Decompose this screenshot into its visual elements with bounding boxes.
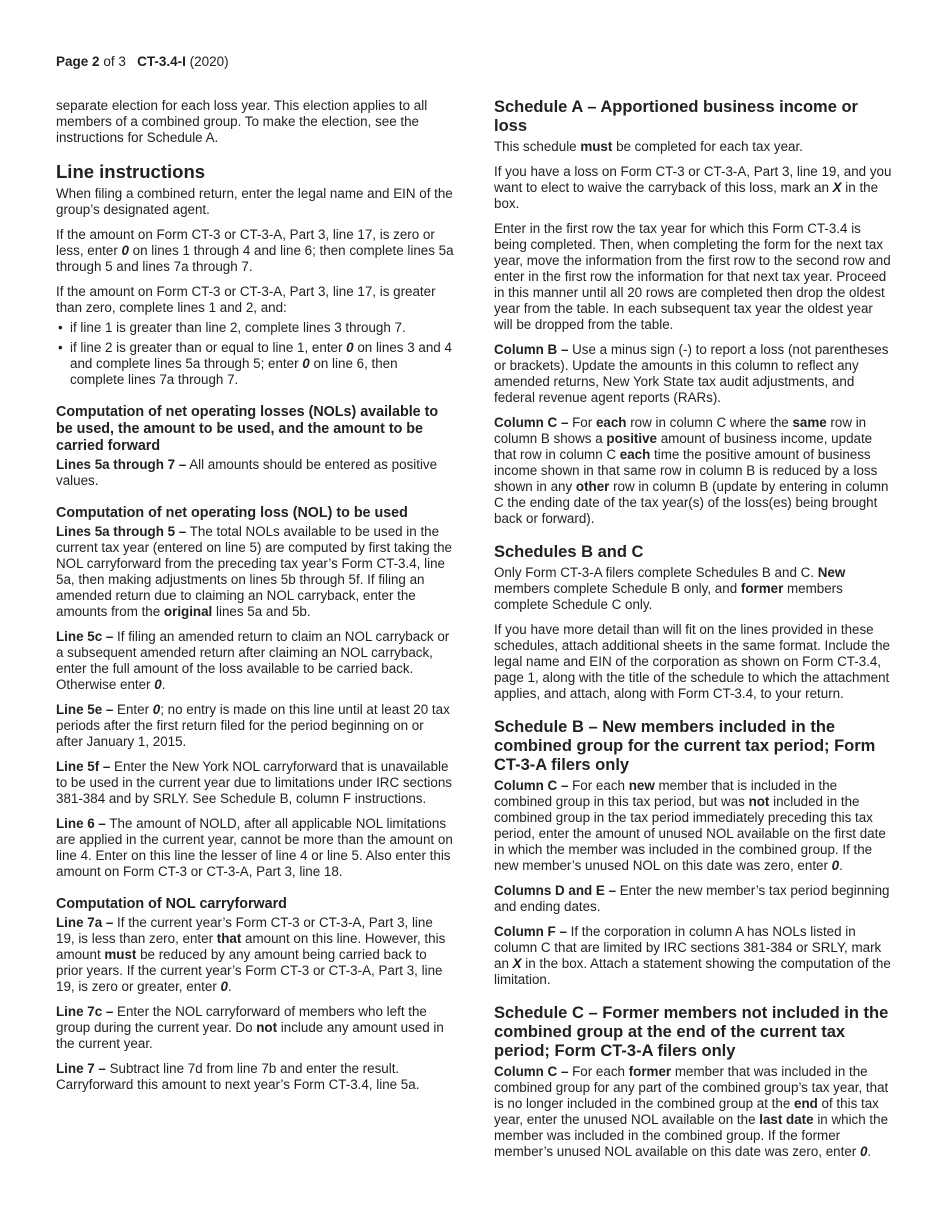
list-item: • if line 2 is greater than or equal to line 1, enter 0 on lines 3 and 4 and complete lines 5a through 5; enter 0 on line 6, then complete lines 7a through 7. [56,340,454,388]
form-id: CT-3.4-I [137,54,186,69]
right-column [494,98,894,1169]
nol-used-p1: Lines 5a through 5 – The total NOLs available to be used in the current tax year (entered on line 5) are computed by first taking the NOL carryforward from the preceding tax year’s Form CT-3.4, line 5a, then making adjustments on lines 5b through 5f. If filing an amended return due to claiming an NOL carryback, enter the amounts from the original lines 5a and 5b. [56,524,452,619]
schedule-a-p3: Enter in the first row the tax year for which this Form CT-3.4 is being completed. Then, when completing the form for the next tax year, move the information from the first row to the second row and enter in the first row the information for that next tax year. Proceed in this manner until all 20 rows are completed then drop the oldest year from the table. In each subsequent tax year the oldest year will be dropped from the table. [494,221,891,332]
schedule-a-p2: If you have a loss on Form CT-3 or CT-3-A, Part 3, line 19, and you want to elect to waive the carryback of this loss, mark an X in the box. [494,164,892,211]
nol-available-heading: Computation of net operating losses (NOLs) available to be used, the amount to be used, and the amount to be carried forward [56,404,439,454]
schedule-b-p1: Column C – For each new member that is included in the combined group in this tax period, but was not included in the combined group in the tax period immediately preceding this tax period, enter the amount of unused NOL available on the first date in which the member was included in the combined group. If the new member’s unused NOL on this date was zero, enter 0. [494,778,886,873]
nol-carryforward-p3: Line 7 – Subtract line 7d from line 7b and enter the result. Carryforward this amount to next year’s Form CT-3.4, line 5a. [56,1061,420,1092]
schedules-b-c-p1: Only Form CT-3-A filers complete Schedules B and C. New members complete Schedule B only, and former members complete Schedule C only. [494,565,846,612]
nol-carryforward-heading: Computation of NOL carryforward [56,896,287,912]
schedule-c-heading: Schedule C – Former members not included in the combined group at the end of the current tax period; Form CT-3-A filers only [494,1004,889,1060]
page-label: Page [56,54,89,69]
schedule-a-p1: This schedule must be completed for each tax year. [494,139,803,154]
schedule-b-p3: Column F – If the corporation in column A has NOLs listed in column C that are limited by IRC sections 381-384 or SRLY, mark an X in the box. Attach a statement showing the computation of the limitation. [494,924,891,987]
schedule-b-p2: Columns D and E – Enter the new member’s tax period beginning and ending dates. [494,883,890,914]
schedule-b-heading: Schedule B – New members included in the combined group for the current tax period; Form CT-3-A filers only [494,718,876,774]
nol-used-p2: Line 5c – If filing an amended return to claim an NOL carryback or a subsequent amended return after claiming an NOL carryback, enter the full amount of the loss available to be carried back. Otherwise enter 0. [56,629,450,692]
form-year: (2020) [189,54,229,69]
line-instructions-heading: Line instructions [56,161,206,182]
schedule-a-heading: Schedule A – Apportioned business income or loss [494,98,858,135]
page-number: 2 [92,54,100,69]
intro-paragraph: separate election for each loss year. This election applies to all members of a combined group. To make the election, see the instructions for Schedule A. [56,98,428,145]
line-instructions-p3: If the amount on Form CT-3 or CT-3-A, Part 3, line 17, is greater than zero, complete lines 1 and 2, and: [56,284,436,315]
page-header [56,54,229,69]
page-of-total: of 3 [103,54,126,69]
line-instructions-list [56,320,454,388]
nol-used-p5: Line 6 – The amount of NOLD, after all applicable NOL limitations are applied in the current year, cannot be more than the amount on line 4. Enter on this line the lesser of line 4 or line 5. Also enter this amount on Form CT-3 or CT-3-A, Part 3, line 18. [56,816,453,879]
schedule-a-p5: Column C – For each row in column C where the same row in column B shows a positive amount of business income, update that row in column C each time the positive amount of business income shown in that same row in column B is reduced by a loss shown in any other row in column B (update by entering in column C the ending date of the tax year(s) of the loss(es) being brought back or forward). [494,415,889,526]
schedule-a-p4: Column B – Use a minus sign (-) to report a loss (not parentheses or brackets). Update the amounts in this column to reflect any amended returns, New York State tax audit adjustments, and federal revenue agent reports (RARs). [494,342,889,405]
schedules-b-c-heading: Schedules B and C [494,543,644,561]
nol-carryforward-p1: Line 7a – If the current year’s Form CT-3 or CT-3-A, Part 3, line 19, is less than zero, enter that amount on this line. However, this amount must be reduced by any amount being carried back to prior years. If the current year’s Form CT-3 or CT-3-A, Part 3, line 19, is zero or greater, enter 0. [56,915,446,994]
list-item: • if line 1 is greater than line 2, complete lines 3 through 7. [56,320,454,336]
line-instructions-p2: If the amount on Form CT-3 or CT-3-A, Part 3, line 17, is zero or less, enter 0 on lines 1 through 4 and line 6; then complete lines 5a through 5 and lines 7a through 7. [56,227,454,274]
schedules-b-c-p2: If you have more detail than will fit on the lines provided in these schedules, attach additional sheets in the same format. Include the legal name and EIN of the corporation as shown on Form CT-3.4, page 1, along with the title of the schedule to which the attachment applies, and attach, along with Form CT-3.4, to your return. [494,622,891,701]
nol-used-p4: Line 5f – Enter the New York NOL carryforward that is unavailable to be used in the current year due to limitations under IRC sections 381-384 and by SRLY. See Schedule B, column F instructions. [56,759,452,806]
nol-used-p3: Line 5e – Enter 0; no entry is made on this line until at least 20 tax periods after the first return filed for the period beginning on or after January 1, 2015. [56,702,450,749]
nol-carryforward-p2: Line 7c – Enter the NOL carryforward of members who left the group during the current year. Do not include any amount used in the current year. [56,1004,444,1051]
left-column [56,98,454,1102]
nol-available-p1: Lines 5a through 7 – All amounts should be entered as positive values. [56,457,438,488]
line-instructions-p1: When filing a combined return, enter the legal name and EIN of the group’s designated agent. [56,186,453,217]
schedule-c-p1: Column C – For each former member that was included in the combined group for any part of the combined group’s tax year, that is no longer included in the combined group at the end of this tax year, enter the unused NOL available on the last date in which the member was included in the combined group. If the former member’s unused NOL available on this date was zero, enter 0. [494,1064,889,1159]
nol-used-heading: Computation of net operating loss (NOL) to be used [56,505,408,521]
